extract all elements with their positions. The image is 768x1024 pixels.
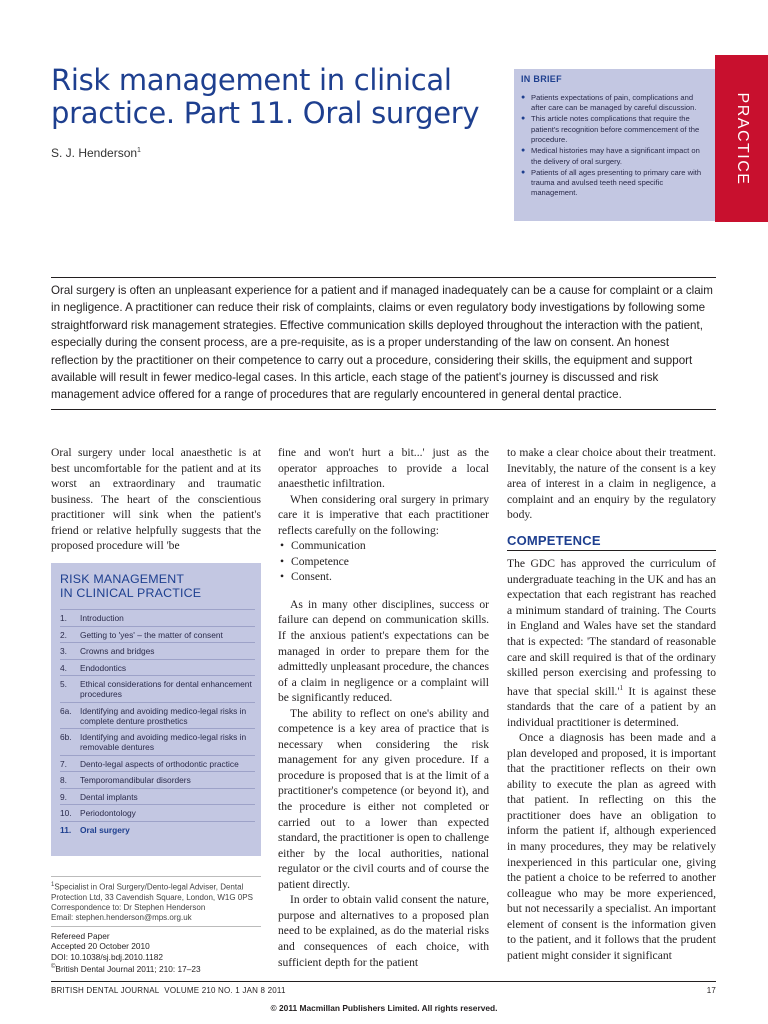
abstract-bottom-rule [51,409,716,410]
series-item: 5. Ethical considerations for dental enhancement procedures [60,676,255,703]
section-heading-competence: COMPETENCE [507,529,716,552]
series-item: 8. Temporomandibular disorders [60,772,255,789]
in-brief-item: ● This article notes complications that require the patient's recognition before commencement of the procedure. [521,114,709,145]
body-paragraph: Oral surgery under local anaesthetic is at best uncomfortable for the patient and at its worst an extraordinary and traumatic business. The heart of the conscientious practitioner will sink when the patient's friend or relative helpfully suggests that the proposed procedure will 'be [51,446,261,553]
page-footer [51,986,716,995]
abstract-top-rule [51,277,716,278]
article-title: Risk management in clinical practice. Part 11. Oral surgery [51,63,480,130]
in-brief-item: ● Patients of all ages presenting to primary care with trauma and avulsed teeth need specific management. [521,168,709,199]
author-affiliation-marker: 1 [137,147,141,154]
consideration-list [278,538,489,585]
referee-line: Refereed Paper [51,931,110,941]
footnote-line: Email: stephen.henderson@mps.org.uk [51,913,192,923]
body-paragraph: fine and won't hurt a bit...' just as the operator approaches to provide a local anaesthetic infiltration. [278,446,489,491]
series-box [51,563,261,856]
body-paragraph: Once a diagnosis has been made and a plan developed and proposed, it is important that the practitioner reflects on their own ability to execute the plan as agreed with that patient. In reflecting on this the practitioner does have an obligation to inform the patient if, although experienced in many procedures, they may be relatively inexperienced in this particular one, giving the patient a choice to be referred to another colleague who may be more experienced, but not necessarily a specialist. An important element of consent is the information given to the patient, and it follows that the prudent patient might consider it significant [507,731,716,962]
footer-rule [51,981,716,982]
series-item: 9. Dental implants [60,789,255,806]
in-brief-list [521,93,709,199]
series-item: 2. Getting to 'yes' – the matter of consent [60,627,255,644]
author-name: S. J. Henderson [51,146,138,160]
series-item: 6a. Identifying and avoiding medico-legal risks in complete denture prosthetics [60,703,255,730]
footnote-line: Correspondence to: Dr Stephen Henderson [51,903,206,913]
body-column-2 [278,445,489,970]
citation-marker[interactable]: 1 [619,683,624,692]
series-title [60,572,255,600]
body-paragraph: to make a clear choice about their treatment. Inevitably, the nature of the consent is a key area of interest in a claim in negligence, a complaint and an enquiry by the regulatory body. [507,446,716,522]
body-paragraph: When considering oral surgery in primary care it is imperative that each practitioner reflects carefully on the following: [278,492,489,537]
consideration-item: • Communication [278,538,489,554]
body-column-1 [51,445,261,554]
series-item-current: 11. Oral surgery [60,824,130,835]
body-paragraph: The GDC has approved the curriculum of undergraduate teaching in the UK and has an expectation that each registrant has reached a minimum standard of training. The Courts in England and Wales have set the standard that is expected: 'The standard of reasonable care and skill required is that of the ordinary skilled person exercising and professing to have that special $skill.'^1$ It is against these standards that the care of a patient by an individual practitioner is determined. [507,557,716,729]
series-item: 6b. Identifying and avoiding medico-legal risks in removable dentures [60,729,255,756]
series-title-line: IN CLINICAL PRACTICE [60,586,202,600]
affiliation-footnote [51,876,261,923]
referee-line: ©British Dental Journal 2011; 210: 17–23 [51,963,201,974]
abstract: Oral surgery is often an unpleasant experience for a patient and if managed inadequately can be a cause for complaint or a claim in negligence. A practitioner can reduce their risk of complaints, claims or even regulatory body investigations by following some straightforward risk management strategies. Effective communication skills deployed throughout the interaction with the patient, especially during the consent process, are a pre-requisite, as is a proper understanding of the law on consent. An honest reflection by the practitioner on their competence to carry out a procedure, considering their skills, the equipment and support available will result in fewer medico-legal cases. In this article, each stage of the patient's journey is discussed and risk management advice offered for a range of procedures that are regularly encountered in general dental practice. [51,284,713,402]
consideration-item: • Consent. [278,569,489,585]
referee-line: Accepted 20 October 2010 [51,941,150,952]
page-number: 17 [706,986,716,995]
section-tab-label: PRACTICE [733,92,751,185]
referee-info [51,926,261,974]
series-item: 3. Crowns and bridges [60,643,255,660]
in-brief-box [514,69,715,221]
in-brief-title: IN BRIEF [521,74,562,84]
body-paragraph: As in many other disciplines, success or failure can depend on communication skills. If the anxious patient's expectations can be managed in order to prepare them for the admittedly unpleasant procedure, the chances of a claim in negligence or a complaint will be significantly reduced. [278,597,489,705]
body-paragraph: The ability to reflect on one's ability and competence is a key area of practice that is necessary when considering the risk management for any given procedure. If a procedure is proposed that is at the limit of a practitioner's competence (or beyond it), and the procedure is either not completed or carried out to a lower than expected standard, the practitioner is open to challenge either by the local authorities, national regulator or the civil courts and of course the patient directly. [278,706,489,891]
in-brief-item: ● Medical histories may have a significant impact on the delivery of oral surgery. [521,146,709,167]
footnote-line: $^1$Specialist in Oral Surgery/Dento-legal Adviser, Dental Protection Ltd, 33 Cavendish Square, London, W1G 0PS [51,882,253,902]
in-brief-item: ● Patients expectations of pain, complications and after care can be managed by careful discussion. [521,93,709,114]
section-tab [715,55,768,222]
series-item: 1. Introduction [60,610,255,627]
body-paragraph: In order to obtain valid consent the nature, purpose and alternatives to a proposed plan need to be explained, as do the material risks and consequences of each choice, with sufficient depth for the patient [278,893,489,969]
series-list [60,609,255,837]
copyright-notice: © 2011 Macmillan Publishers Limited. All rights reserved. [270,1003,498,1013]
doi-link[interactable]: DOI: 10.1038/sj.bdj.2010.1182 [51,951,163,962]
consideration-item: • Competence [278,554,489,570]
series-item: 7. Dento-legal aspects of orthodontic practice [60,756,255,773]
author [51,146,141,160]
footer-journal: BRITISH DENTAL JOURNAL VOLUME 210 NO. 1 JAN 8 2011 [51,986,286,995]
series-item: 4. Endodontics [60,660,255,677]
series-title-line: RISK MANAGEMENT [60,572,185,586]
body-column-3 [507,445,716,963]
series-item: 10. Periodontology [60,805,255,822]
